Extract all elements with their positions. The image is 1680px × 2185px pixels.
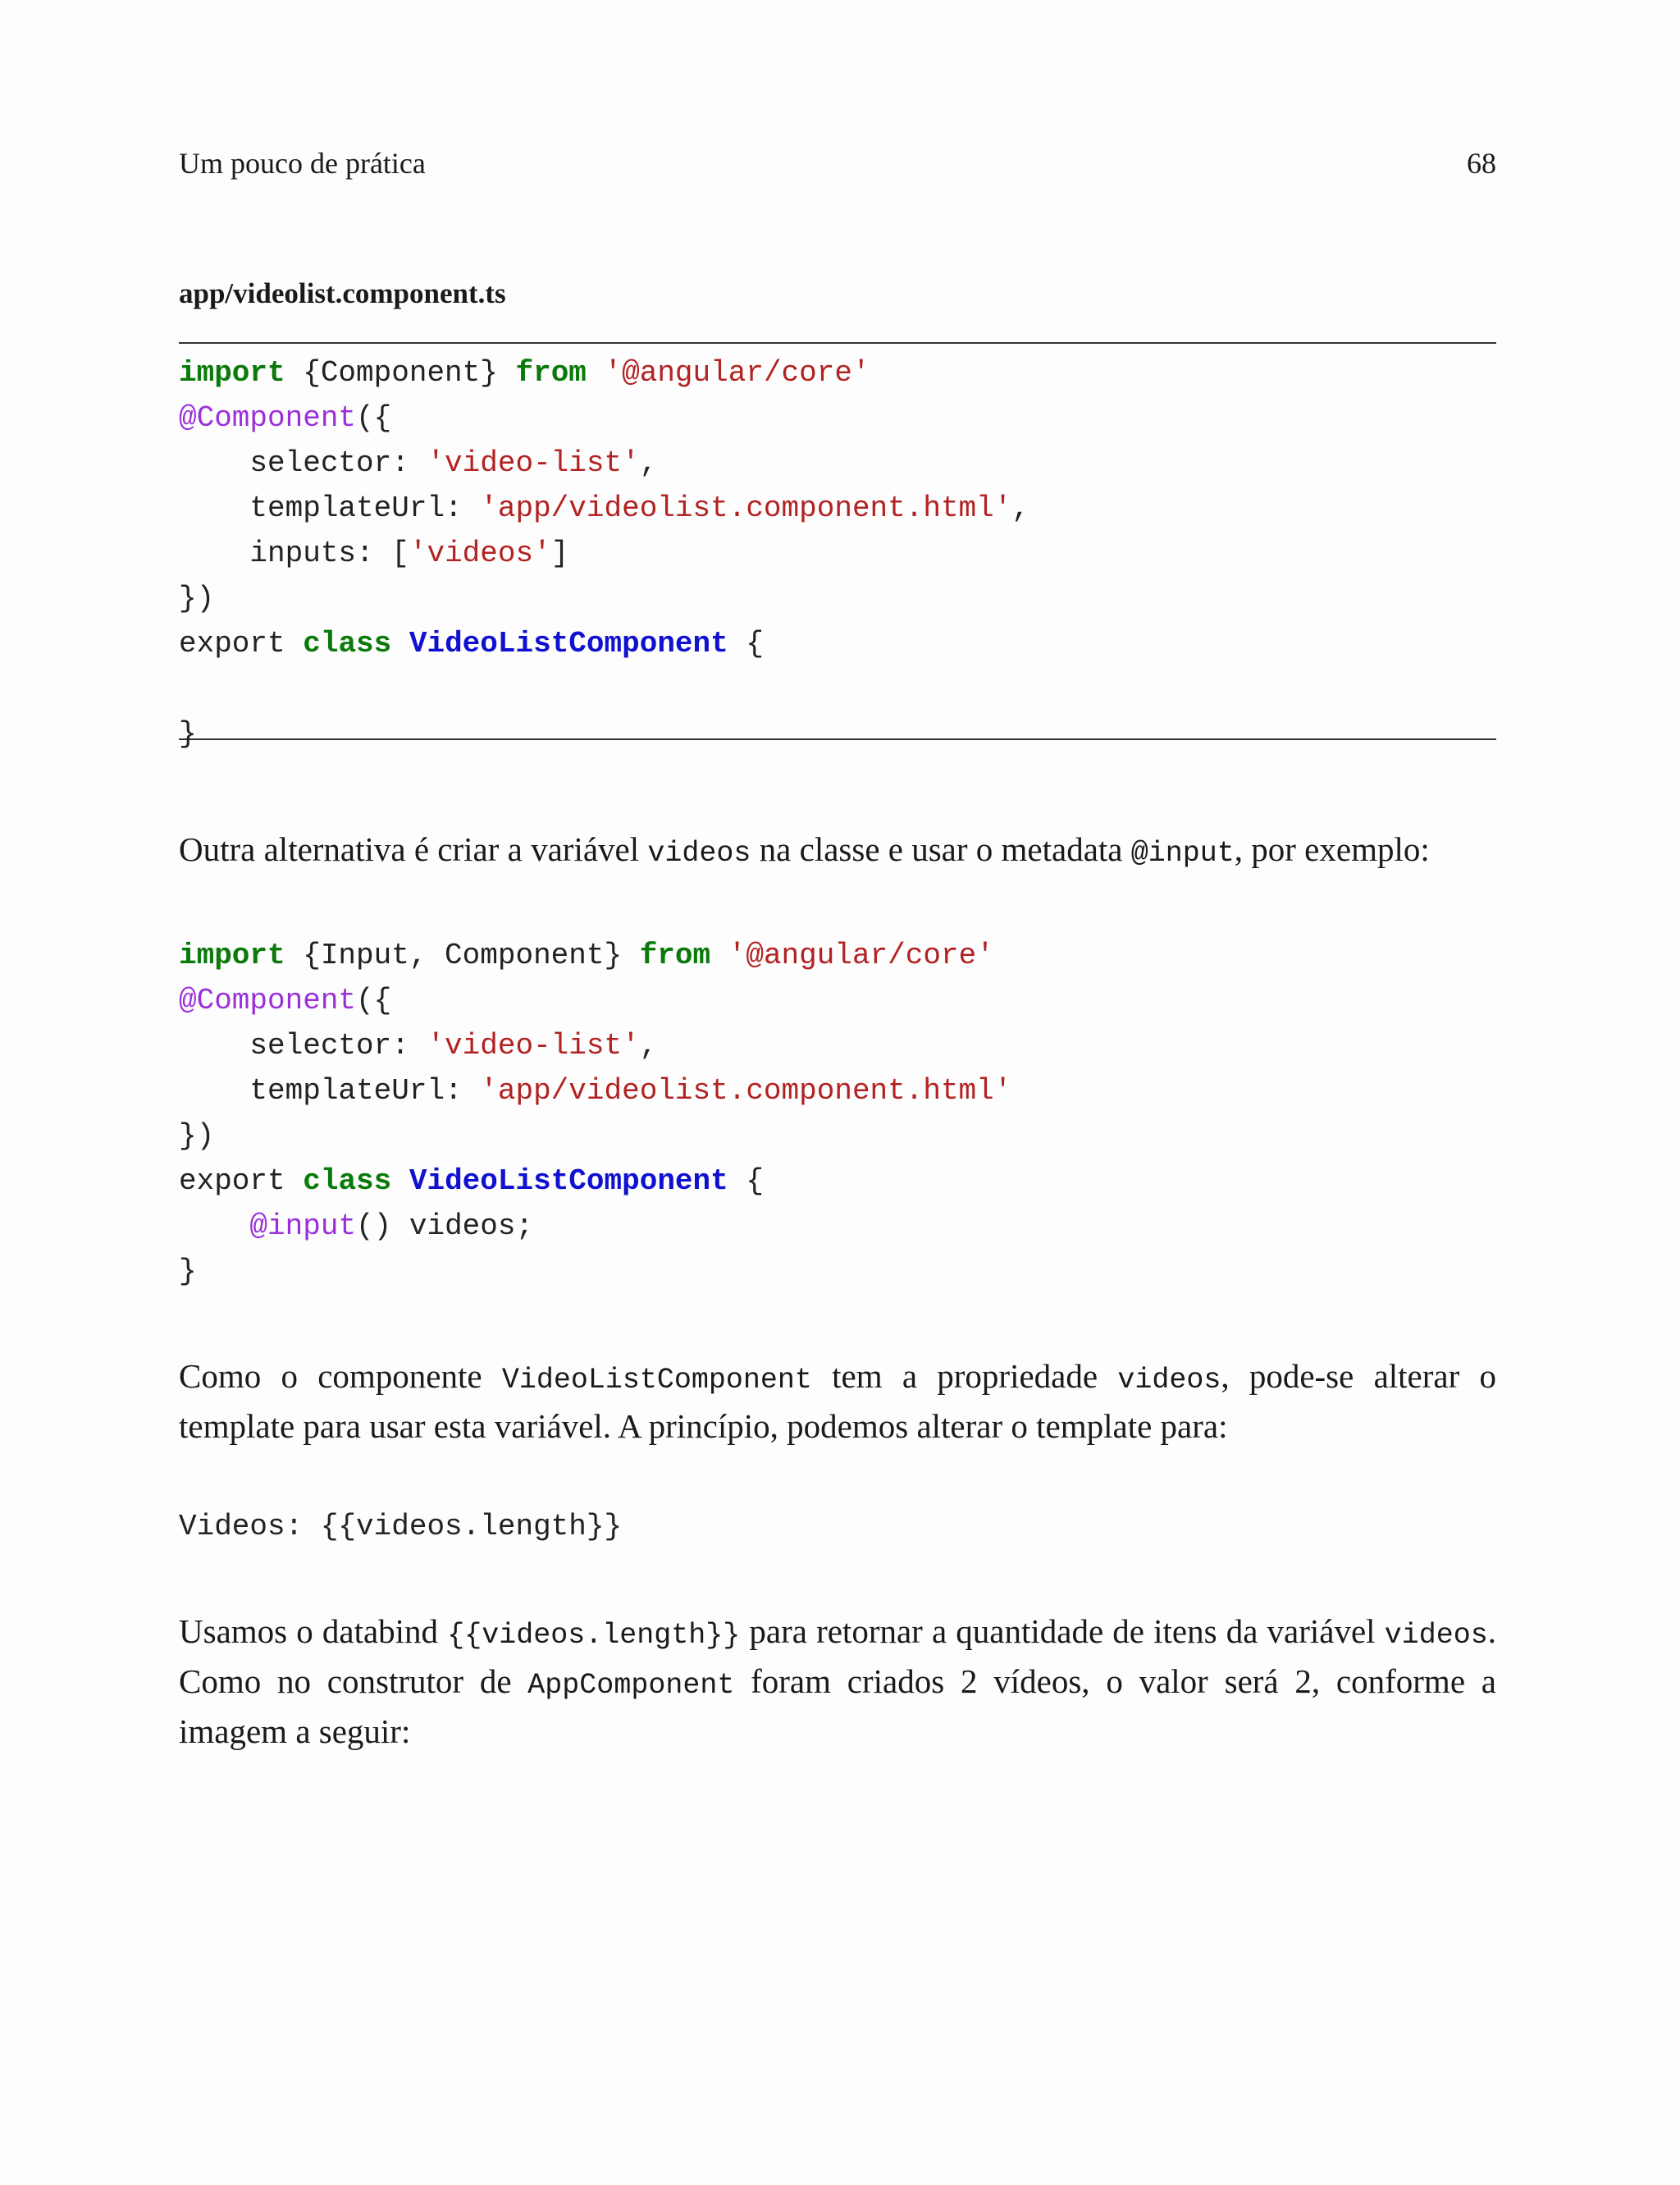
code-listing-input-decorator: [179, 933, 1496, 1294]
paragraph-text: foram criados 2 vídeos, o valor será 2, conforme a imagem a seguir:: [179, 1662, 1496, 1750]
code-space: [587, 356, 605, 390]
code-text: ,: [639, 446, 658, 480]
code-text: {Component}: [285, 356, 516, 390]
code-space: [391, 627, 409, 661]
code-decorator: @input: [249, 1209, 357, 1243]
code-keyword: from: [639, 939, 711, 972]
code-listing-videolist-component: [179, 342, 1496, 751]
code-keyword: class: [303, 1164, 392, 1198]
paragraph-template-property: [179, 1353, 1496, 1449]
code-text: selector:: [179, 1029, 427, 1063]
code-space: [710, 939, 728, 972]
code-text: ,: [1011, 491, 1029, 525]
code-text: () videos;: [356, 1209, 534, 1243]
paragraph-input-alternative: [179, 826, 1496, 876]
paragraph-text: na classe e usar o metadata: [751, 830, 1131, 868]
code-text: export: [179, 1164, 304, 1198]
code-text: ({: [356, 401, 392, 435]
paragraph-text: , pode-se alterar o template para usar esta variável. A princípio, podemos alterar o template para:: [179, 1357, 1496, 1445]
code-file-caption: app/videolist.component.ts: [179, 277, 506, 309]
paragraph-text: . Como no construtor de: [179, 1612, 1496, 1700]
paragraph-text: , por exemplo:: [1234, 830, 1430, 868]
inline-code: AppComponent: [527, 1669, 735, 1702]
inline-code: @input: [1130, 837, 1235, 870]
code-text: ,: [639, 1029, 658, 1063]
code-lines: [179, 933, 1496, 1294]
inline-code: {{videos.length}}: [447, 1619, 741, 1652]
code-text: inputs: [: [179, 537, 409, 570]
code-text: }: [179, 717, 197, 751]
paragraph-text: para retornar a quantidade de itens da variável: [740, 1612, 1385, 1650]
code-text: }): [179, 582, 215, 615]
code-text: templateUrl:: [179, 491, 481, 525]
paragraph-text: Outra alternativa é criar a variável: [179, 830, 648, 868]
code-text: ({: [356, 984, 392, 1017]
paragraph-text: Como o componente: [179, 1357, 502, 1395]
code-space: [391, 1164, 409, 1198]
paragraph-text: Usamos o databind: [179, 1612, 448, 1650]
code-text: templateUrl:: [179, 1074, 481, 1108]
header-chapter-title: Um pouco de prática: [179, 147, 426, 180]
code-keyword: import: [179, 356, 285, 390]
page-number: 68: [1467, 147, 1496, 180]
inline-code: videos: [647, 837, 751, 870]
code-text: selector:: [179, 446, 427, 480]
code-class-name: VideoListComponent: [409, 1164, 728, 1198]
code-text: }): [179, 1119, 215, 1153]
code-text: {: [728, 627, 764, 661]
code-class-name: VideoListComponent: [409, 627, 728, 661]
code-string: '@angular/core': [604, 356, 870, 390]
code-keyword: import: [179, 939, 285, 972]
code-keyword: class: [303, 627, 392, 661]
code-lines: [179, 350, 1496, 757]
code-keyword: from: [515, 356, 587, 390]
running-header: [179, 146, 1496, 187]
code-text: {: [728, 1164, 764, 1198]
inline-code: VideoListComponent: [501, 1364, 812, 1396]
paragraph-databind-explanation: [179, 1608, 1496, 1754]
code-string: 'video-list': [427, 446, 640, 480]
inline-code: videos: [1384, 1619, 1488, 1652]
code-string: 'videos': [409, 537, 551, 570]
code-decorator: @Component: [179, 984, 357, 1017]
code-text: export: [179, 627, 304, 661]
code-line: Videos: {{videos.length}}: [179, 1510, 623, 1543]
code-text: ]: [550, 537, 569, 570]
code-decorator: @Component: [179, 401, 357, 435]
code-string: 'app/videolist.component.html': [480, 1074, 1012, 1108]
code-text: {Input, Component}: [285, 939, 640, 972]
code-text: }: [179, 1255, 197, 1288]
code-string: 'app/videolist.component.html': [480, 491, 1012, 525]
paragraph-text: tem a propriedade: [811, 1357, 1118, 1395]
inline-code: videos: [1117, 1364, 1221, 1396]
code-listing-template: [179, 1504, 1496, 1549]
code-string: 'video-list': [427, 1029, 640, 1063]
code-string: '@angular/core': [728, 939, 994, 972]
code-text: [179, 1209, 249, 1243]
